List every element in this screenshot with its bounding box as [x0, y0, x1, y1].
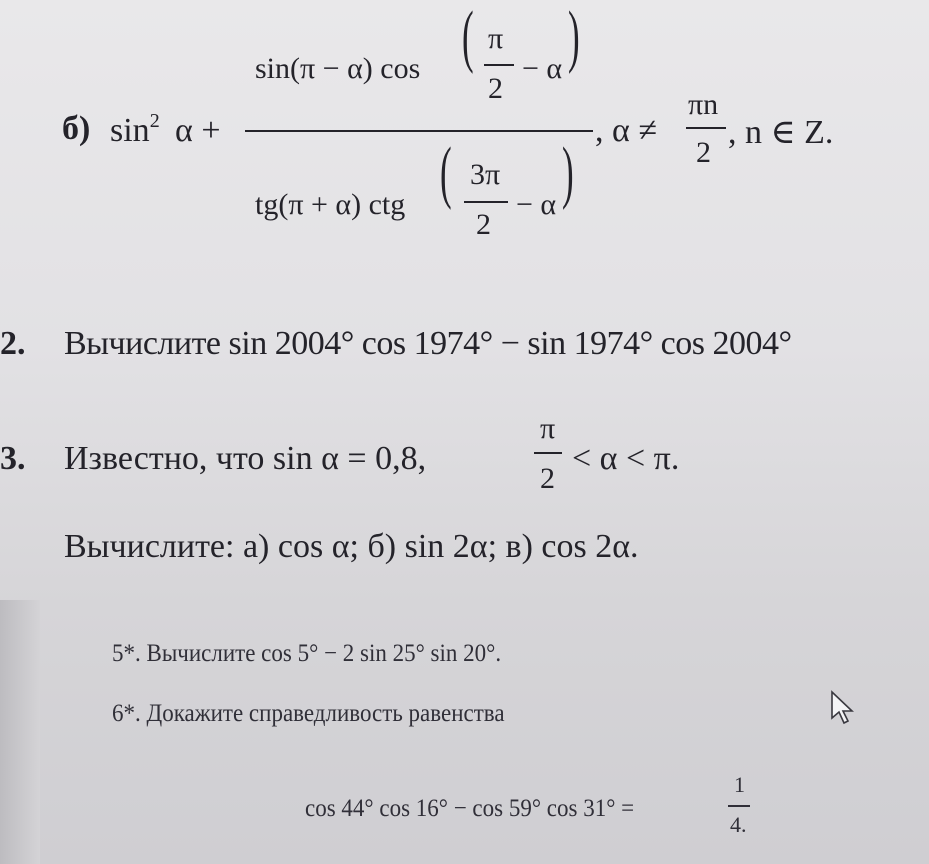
condition-alpha: , α ≠ [595, 112, 657, 149]
num-right-paren: ) [568, 0, 580, 75]
num-paren-top: π [488, 22, 504, 55]
num-paren-tail: − α [522, 52, 563, 85]
task2-number: 2. [0, 325, 26, 362]
task3-frac-line [534, 452, 562, 454]
condition-top: πn [688, 88, 719, 121]
condition-line [686, 127, 726, 129]
item-b-alpha-plus: α + [175, 112, 221, 149]
task5-text: 5*. Вычислите cos 5° − 2 sin 25° sin 20°. [112, 640, 502, 667]
task6-formula: cos 44° cos 16° − cos 59° cos 31° = [305, 795, 635, 822]
task3-text-a: Известно, что sin α = 0,8, [64, 440, 427, 477]
task6-frac-top: 1 [734, 772, 745, 797]
num-paren-bottom: 2 [488, 72, 503, 105]
condition-bottom: 2 [696, 136, 711, 169]
num-paren-line [484, 64, 514, 66]
denominator-text: tg(π + α) ctg [255, 188, 406, 221]
task6-frac-bottom: 4. [730, 812, 747, 837]
num-left-paren: ( [462, 0, 474, 75]
condition-tail: , n ∈ Z. [728, 114, 834, 151]
item-b-label: б) [62, 110, 91, 147]
task3-frac-top: π [540, 412, 556, 445]
task2-text: Вычислите sin 2004° cos 1974° − sin 1974° cos 2004° [64, 325, 792, 362]
mouse-cursor-icon [828, 690, 858, 726]
den-right-paren: ) [562, 134, 574, 211]
task3-frac-bottom: 2 [540, 462, 555, 495]
den-paren-bottom: 2 [476, 208, 491, 241]
den-paren-tail: − α [516, 188, 557, 221]
task3-number: 3. [0, 440, 26, 477]
den-paren-top: 3π [470, 158, 501, 191]
den-paren-line [464, 201, 508, 203]
page-shadow [0, 600, 40, 864]
task6-text: 6*. Докажите справедливость равенства [112, 700, 505, 727]
den-left-paren: ( [440, 134, 452, 211]
item-b-lhs: $\sin^2$ [110, 110, 160, 149]
main-fraction-line [245, 130, 593, 132]
task3-line2: Вычислите: а) cos α; б) sin 2α; в) cos 2α. [64, 528, 639, 565]
numerator-text: sin(π − α) cos [255, 52, 421, 85]
task6-frac-line [728, 805, 750, 807]
task3-text-b: < α < π. [572, 440, 680, 477]
